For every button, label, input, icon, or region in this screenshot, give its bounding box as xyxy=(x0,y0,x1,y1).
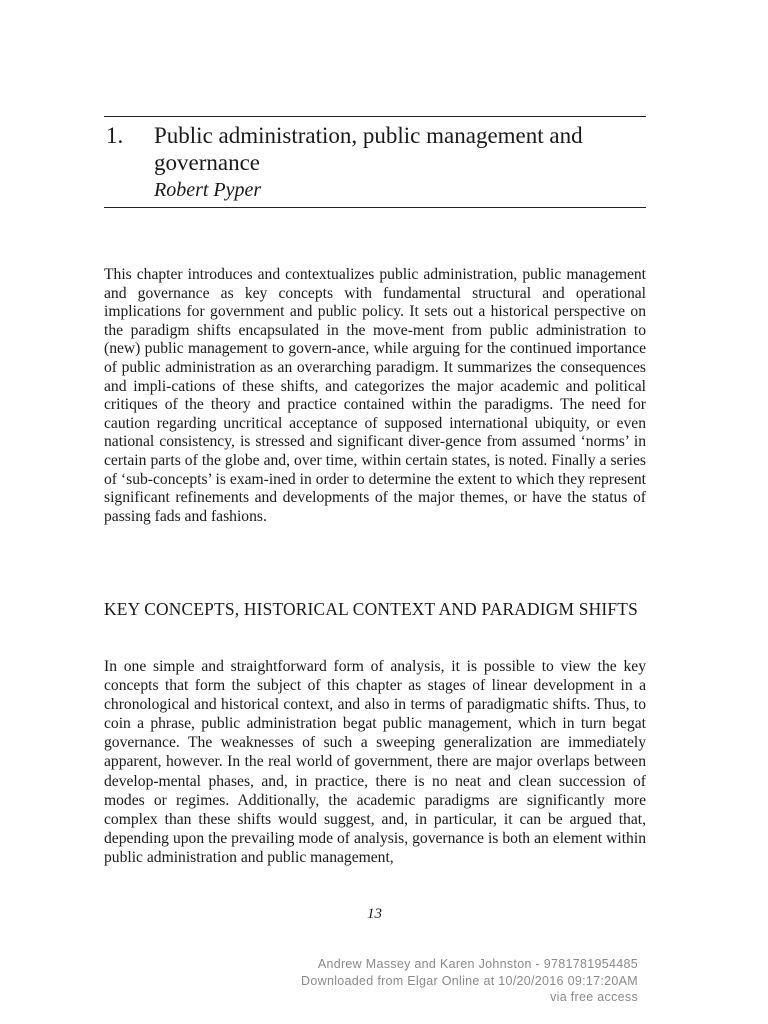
chapter-title: Public administration, public management and governance xyxy=(154,123,583,175)
watermark-line: Downloaded from Elgar Online at 10/20/2016 09:17:20AM xyxy=(301,973,638,988)
download-watermark xyxy=(301,956,638,1006)
chapter-author: Robert Pyper xyxy=(154,179,262,201)
body-paragraph: In one simple and straightforward form of analysis, it is possible to view the key concepts that form the subject of this chapter as stages of linear development in a chronological and historical context, and also in terms of paradigmatic shifts. Thus, to coin a phrase, public administration begat public management, which in turn begat governance. The weaknesses of such a sweeping generalization are immediately apparent, however. In the real world of government, there are major overlaps between develop-mental phases, and, in practice, there is no neat and clean succession of modes or regimes. Additionally, the academic paradigms are significantly more complex than these shifts would suggest, and, in particular, it can be argued that, depending upon the prevailing mode of analysis, governance is both an element within public administration and public management, xyxy=(104,658,646,866)
chapter-number: 1. xyxy=(106,123,124,148)
watermark-line: Andrew Massey and Karen Johnston - 9781781954485 xyxy=(317,957,638,971)
chapter-header xyxy=(104,116,646,208)
section-heading: KEY CONCEPTS, HISTORICAL CONTEXT AND PARADIGM SHIFTS xyxy=(104,599,638,619)
chapter-abstract: This chapter introduces and contextualizes public administration, public management and governance as key concepts with fundamental structural and operational implications for government and public policy. It sets out a historical perspective on the paradigm shifts encapsulated in the move-ment from public administration to (new) public management to govern-ance, while arguing for the continued importance of public administration as an overarching paradigm. It summarizes the consequences and impli-cations of these shifts, and categorizes the major academic and political critiques of the theory and practice contained within the paradigms. The need for caution regarding uncritical acceptance of supposed international ubiquity, or even national consistency, is stressed and significant diver-gence from assumed ‘norms’ in certain parts of the globe and, over time, within certain states, is noted. Finally a series of ‘sub-concepts’ is exam-ined in order to determine the extent to which they represent significant refinements and developments of the major themes, or have the status of passing fads and fashions. xyxy=(104,266,646,525)
watermark-line: via free access xyxy=(550,990,638,1004)
page-number: 13 xyxy=(367,906,382,922)
